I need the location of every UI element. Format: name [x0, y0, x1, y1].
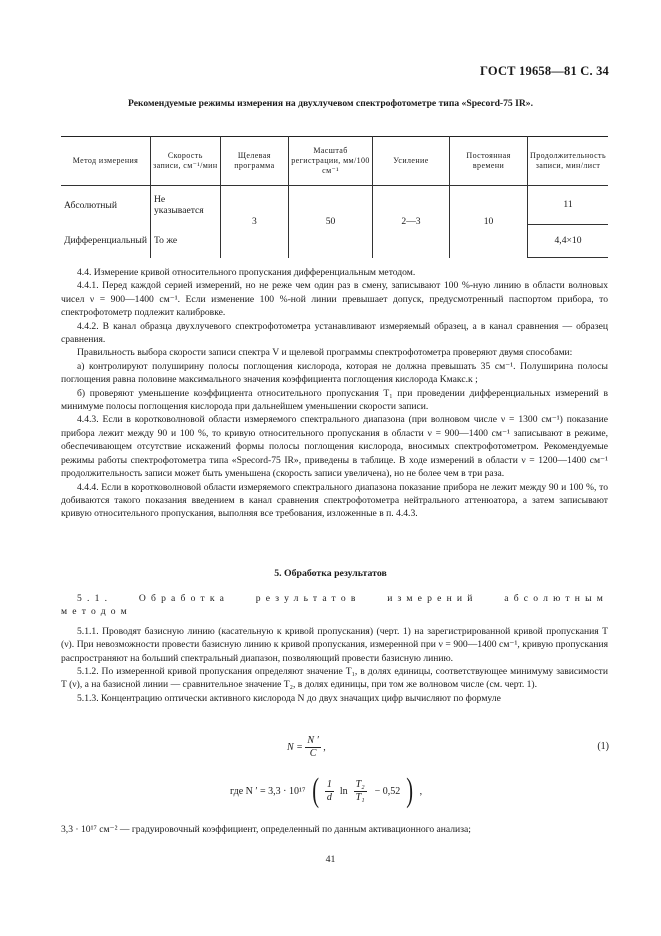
- fraction-1-over-d: [325, 779, 334, 804]
- minus-term: − 0,52: [374, 785, 401, 797]
- col-header-slit: Щелевая программа: [220, 137, 289, 186]
- fraction-t2-over-t1: [354, 779, 367, 804]
- table-header-row: [61, 137, 608, 186]
- paragraph: б) проверяют уменьшение коэффициента относительного пропускания T₁ при проведении дифференциальных измерений в минимуме полосы поглощения кислорода при дальнейшем уменьшении скорости записи.: [61, 387, 608, 413]
- page-number: 41: [325, 854, 336, 865]
- cell-method: Абсолютный: [64, 199, 117, 211]
- fraction-numerator: 1: [326, 778, 332, 790]
- left-paren: (: [311, 772, 319, 809]
- fraction-denominator: d: [326, 791, 332, 803]
- fraction-numerator: T₂: [355, 778, 365, 790]
- formula-tail: ,: [323, 741, 326, 753]
- equation-number: (1): [597, 741, 609, 752]
- col-header-time-const: Постоянная времени: [450, 137, 528, 186]
- col-header-scale: Масштаб регистрации, мм/100 см⁻¹: [289, 137, 373, 186]
- formula-definition: [230, 772, 423, 809]
- cell-method: Дифференциальный: [64, 235, 147, 247]
- col-header-gain: Усиление: [372, 137, 449, 186]
- paragraph: 4.4.1. Перед каждой серией измерений, но не реже чем один раз в смену, записывают 100 %-ную линию в области волновых чисел ν = 900—1400 см⁻¹. Если изменение 100 %-ной линии превышает допуск, предусмотренный паспортом прибора, то спектрофотометр подлежит калибровке.: [61, 280, 608, 319]
- ln-operator: ln: [339, 785, 348, 797]
- section-title: 5. Обработка результатов: [274, 568, 387, 579]
- formula-lhs: N =: [287, 741, 303, 753]
- paragraph: 4.4.2. В канал образца двухлучевого спектрофотометра устанавливают измеряемый образец, а в канал сравнения — образец сравнения.: [61, 320, 608, 346]
- definition-prefix: где N ′ = 3,3 · 10¹⁷: [230, 785, 306, 797]
- section-4-4-text: [61, 266, 608, 521]
- paragraph: 4.4. Измерение кривой относительного пропускания дифференциальным методом.: [77, 267, 416, 278]
- paragraph: 4.4.3. Если в коротковолновой области измеряемого спектрального диапазона (при волновом числе ν = 1300 см⁻¹) показание прибора лежит между 90 и 100 %, то кривую относительного пропускания в области ν = 900—1400 см⁻¹ записывают в режиме, обеспечивающем отсутствие искажений формы полосы поглощения кислорода, вносимых спектрофотометром. Рекомендуемые режимы работы спектрофотометра типа «Specord-75 IR», приведены в таблице. В ходе измерений в области ν = 1200—1400 см⁻¹ продолжительность записи может быть уменьшена (скорость записи увеличена), но не более чем в три раза.: [61, 414, 608, 480]
- paragraph: 5.1.1. Проводят базисную линию (касательную к кривой пропускания) (черт. 1) на зарегистрированной кривой пропускания T (ν). При невозможности провести базисную линию к кривой пропускания, измеренной при ν = 900—1400 см⁻¹, кривую пропускания распространяют на больший спектральный диапазон, позволяющий провести базисную линию.: [61, 625, 608, 664]
- definition-tail: ,: [419, 785, 423, 797]
- col-header-method: Метод измерения: [61, 137, 151, 186]
- table-row: [61, 186, 608, 225]
- cell-slit: 3: [220, 186, 289, 258]
- fraction-denominator: C: [309, 748, 317, 759]
- modes-table: [61, 136, 608, 258]
- cell-speed: То же: [151, 225, 221, 258]
- col-header-duration: Продолжительность записи, мин/лист: [528, 137, 608, 186]
- col-header-speed: Скорость записи, см⁻¹/мин: [151, 137, 221, 186]
- subsection-title: 5.1. Обработка результатов измерений абсолютным методом: [61, 593, 608, 618]
- fraction-numerator: N ′: [307, 735, 319, 746]
- coefficient-note: 3,3 · 10¹⁷ см⁻² — градуировочный коэффициент, определенный по данным активационного анализа;: [61, 824, 471, 835]
- paragraph: 4.4.4. Если в коротковолновой области измеряемого спектрального диапазона показание прибора не лежит между 90 и 100 %, то добиваются такого показания введением в канал сравнения спектрофотометра нейтрального аттенюатора, а затем записывают кривую относительного пропускания, выполняя все требования, изложенные в п. 4.4.3.: [61, 481, 608, 520]
- table-title: Рекомендуемые режимы измерения на двухлучевом спектрофотометре типа «Specord-75 IR».: [128, 98, 533, 109]
- right-paren: ): [406, 772, 414, 809]
- formula-expression: [287, 735, 326, 760]
- cell-duration: 4,4×10: [528, 225, 608, 258]
- paragraph: 5.1.2. По измеренной кривой пропускания определяют значение T₁, в долях единицы, соответствующее минимуму зависимости T (ν), а на базисной линии — сравнительное значение T₂, в долях единицы, при том же волновом числе (см. черт. 1).: [61, 666, 608, 691]
- document-header: ГОСТ 19658—81 С. 34: [480, 64, 609, 78]
- cell-gain: 2—3: [372, 186, 449, 258]
- cell-speed: Не указывается: [151, 186, 221, 225]
- section-5-text: [61, 592, 608, 705]
- cell-scale: 50: [289, 186, 373, 258]
- paragraph: 5.1.3. Концентрацию оптически активного кислорода N до двух значащих цифр вычисляют по формуле: [77, 692, 501, 704]
- cell-duration: 11: [528, 186, 608, 225]
- fraction-denominator: T₁: [355, 791, 365, 803]
- paragraph: Правильность выбора скорости записи спектра V и щелевой программы спектрофотометра проверяют двумя способами:: [77, 347, 573, 359]
- paragraph: а) контролируют полуширину полосы поглощения кислорода, которая не должна превышать 35 см⁻¹. Полуширина полосы поглощения равна половине максимального значения коэффициента поглощения кислорода Kмакс.к ;: [61, 360, 608, 386]
- cell-time-const: 10: [450, 186, 528, 258]
- formula-fraction: [305, 735, 320, 760]
